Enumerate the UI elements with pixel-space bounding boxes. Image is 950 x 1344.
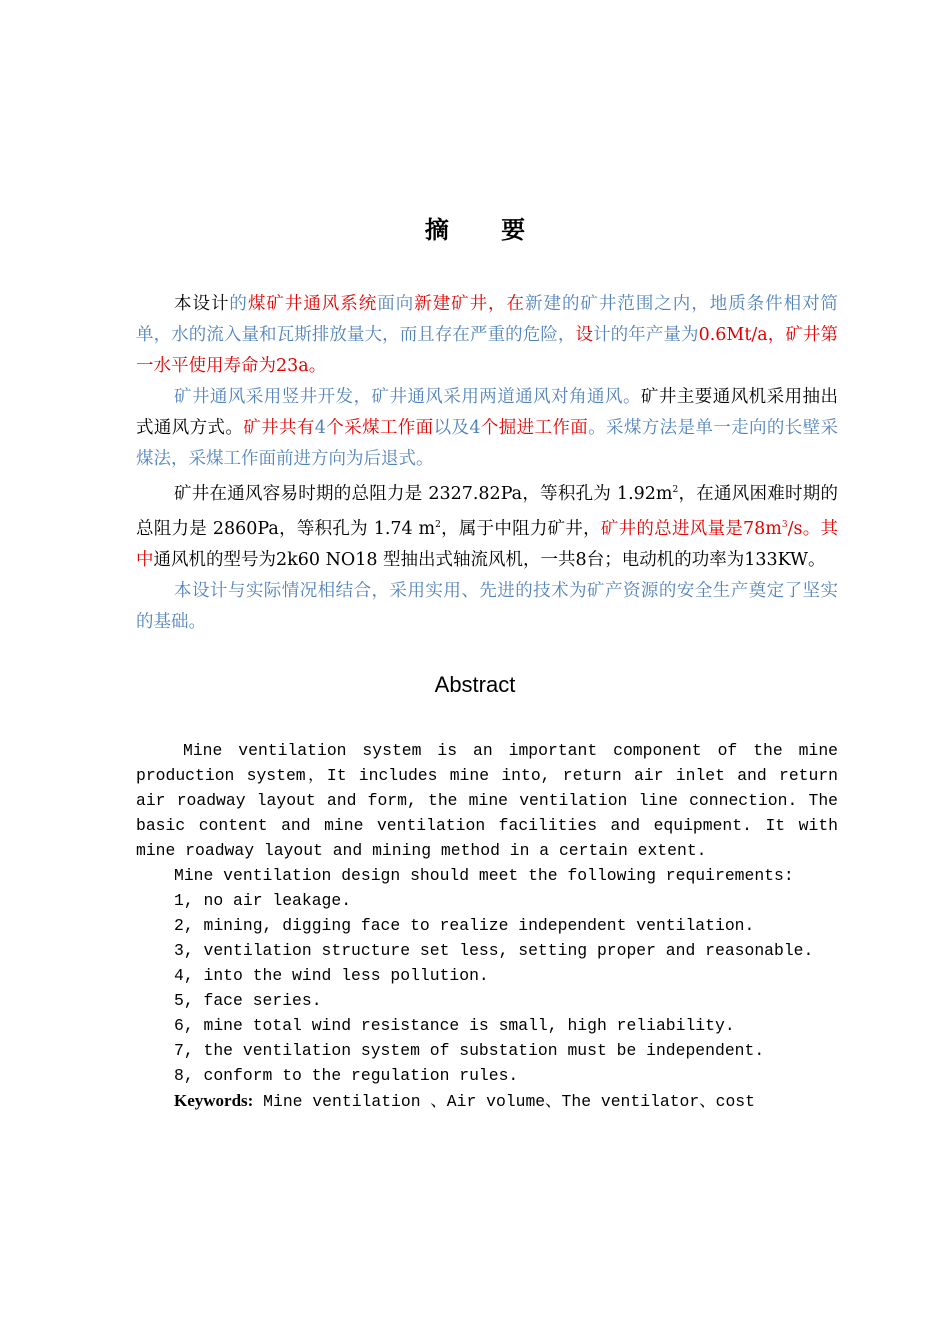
cn-p3-text-d: 矿井的总进风量是78m [600,518,782,539]
cn-p2-run: 4 [314,418,326,438]
cn-p1-run: 计的年产量为 [593,325,699,345]
cn-p2-run: 。采煤方法是单一走向的长壁采煤法，采煤工作面前进方向为后退式。 [136,418,839,469]
abstract-body-en [136,738,838,1114]
en-requirement-item: 4, into the wind less pollution. [174,966,489,985]
cn-p3-sup-3: 3 [781,519,788,530]
cn-p2-run: 个掘进工作面 [480,418,589,438]
cn-p3-sup-1: 2 [672,485,679,495]
abstract-title-en: Abstract [434,672,516,697]
cn-p1-run: 设 [575,325,594,345]
cn-p2-run: 矿井通风采用竖井开发，矿井通风采用两道通风对角通风。 [174,387,641,407]
en-requirement-item: 2, mining, digging face to realize independent ventilation. [174,916,755,935]
en-requirement-item: 6, mine total wind resistance is small, high reliability. [174,1016,735,1035]
cn-p3-text-e: /s。 [787,518,821,539]
cn-p2-run: 以及 [433,418,470,438]
keywords-list: Mine ventilation 、Air volume、The ventilator、cost [253,1092,755,1111]
cn-p1-run: 面向 [377,294,415,314]
keywords-label: Keywords: [174,1091,254,1110]
cn-p2-run: 矿井共有 [243,418,315,438]
cn-p3-sup-2: 2 [435,519,441,530]
cn-p1-run: 新建的矿井范围之内， [525,294,710,314]
en-requirements-intro: Mine ventilation design should meet the following requirements: [174,866,794,885]
cn-p3-text-c: ，属于中阻力矿井， [440,518,601,539]
en-keywords [136,1088,838,1114]
cn-paragraph-2 [136,382,838,475]
abstract-title-cn: 摘 要 [424,216,548,244]
cn-p1-run: 本设计 [174,294,230,314]
cn-p1-run: 0.6Mt/a，矿井第一水平使用寿命为23a。 [136,325,839,376]
cn-paragraph-4: 本设计与实际情况相结合，采用实用、先进的技术为矿产资源的安全生产奠定了坚实的基础。 [136,580,838,632]
cn-p1-run: 新建矿井，在 [414,294,525,314]
cn-paragraph-1 [136,289,838,382]
cn-p2-run: 矿井主要通风机采用抽出式通风方式。 [136,387,839,438]
cn-p3-text-a: 矿井在通风容易时期的总阻力是 2327.82Pa，等积孔为 1.92m [174,483,673,504]
cn-p1-run: 的 [229,294,248,314]
abstract-body-cn [136,289,838,638]
en-paragraph-1: Mine ventilation system is an important component of the mine production system，It includes mine into, return air inlet and return air roadway layout and form, the mine ventilation line connection. The basic content and mine ventilation facilities and equipment. It with mine roadway layout and mining method in a certain extent. [136,741,838,860]
en-requirement-item: 5, face series. [174,991,322,1010]
cn-paragraph-3 [136,475,838,576]
cn-p3-text-f: 其中 [136,518,838,570]
cn-p2-run: 个采煤工作面 [325,418,434,438]
en-requirement-item: 3, ventilation structure set less, setting proper and reasonable. [174,941,814,960]
en-requirement-item: 1, no air leakage. [174,891,352,910]
cn-p2-run: 4 [469,418,481,438]
en-requirement-item: 7, the ventilation system of substation must be independent. [174,1041,765,1060]
cn-p3-text-g: 通风机的型号为2k60 NO18 型抽出式轴流风机，一共8台；电动机的功率为133KW。 [153,549,826,570]
cn-p3-text-b: ，在通风困难时期的总阻力是 2860Pa，等积孔为 1.74 m [136,483,838,539]
cn-p1-run: 地质条件相对简单，水的流入量和瓦斯排放量大，而且存在严重的危险， [136,294,839,345]
cn-p1-run: 煤矿井通风系统 [247,294,378,314]
en-requirement-item: 8, conform to the regulation rules. [174,1066,519,1085]
